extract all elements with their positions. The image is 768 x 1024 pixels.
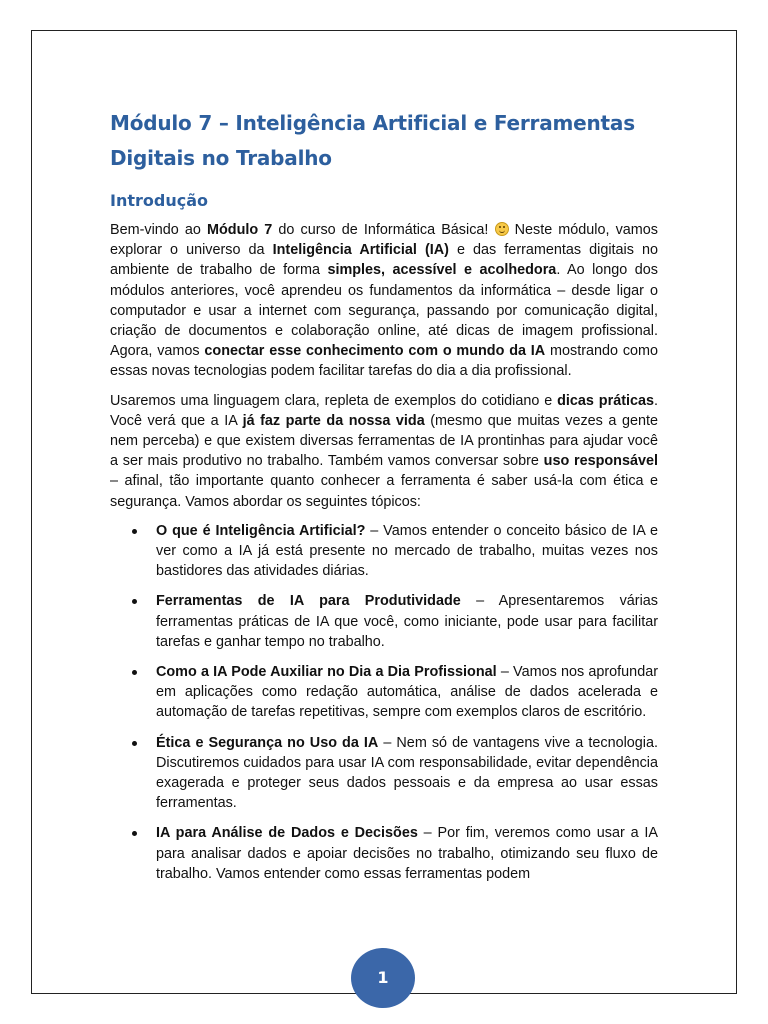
- text-run: e das ferramentas digitais no ambiente de trabalho de forma: [110, 242, 659, 279]
- topic-list-item: [110, 823, 658, 884]
- topic-list-item: [110, 733, 658, 814]
- topic-heading: Como a IA Pode Auxiliar no Dia a Dia Profissional: [156, 664, 497, 681]
- intro-paragraph-1: [110, 220, 658, 382]
- topic-list-item: [110, 521, 658, 582]
- bold-text: Inteligência Artificial (IA): [272, 242, 449, 259]
- bullet-icon: [132, 741, 137, 746]
- bullet-icon: [132, 831, 137, 836]
- topic-description: – Vamos entender o conceito básico de IA e ver como a IA já está presente no mercado de trabalho, muitas vezes nos bastidores das atividades diárias.: [156, 522, 658, 580]
- text-run: mostrando como essas novas tecnologias podem facilitar tarefas do dia a dia profissional.: [110, 343, 659, 380]
- text-run: – afinal, tão importante quanto conhecer a ferramenta é saber usá-la com ética e segurança. Vamos abordar os seguintes tópicos:: [110, 473, 658, 510]
- topic-description: – Apresentaremos várias ferramentas práticas de IA que você, como iniciante, pode usar para facilitar tarefas e ganhar tempo no trabalho.: [156, 593, 658, 650]
- bold-text: Módulo 7: [207, 222, 273, 238]
- topic-list-item: [110, 662, 658, 723]
- bold-text: dicas práticas: [557, 392, 654, 409]
- bold-text: simples, acessível e acolhedora: [327, 262, 557, 279]
- text-run: do curso de Informática Básica!: [272, 222, 495, 238]
- text-run: . Você verá que a IA: [110, 392, 658, 429]
- section-heading: Introdução: [110, 191, 208, 210]
- topic-heading: Ferramentas de IA para Produtividade: [156, 593, 461, 610]
- topic-heading: Ética e Segurança no Uso da IA: [156, 734, 379, 751]
- text-run: Bem-vindo ao: [110, 222, 208, 238]
- bullet-icon: [132, 670, 137, 675]
- topic-description: – Por fim, veremos como usar a IA para analisar dados e apoiar decisões no trabalho, otimizando seu fluxo de trabalho. Vamos entender como essas ferramentas podem: [156, 825, 658, 882]
- bullet-icon: [132, 529, 137, 534]
- text-run: . Ao longo dos módulos anteriores, você aprendeu os fundamentos da informática – desde ligar o computador e usar a internet com segurança, passando por comunicação digital, criação de documentos e colaboração online, até dicas de imagem profissional. Agora, vamos: [110, 262, 658, 360]
- topic-heading: O que é Inteligência Artificial?: [156, 522, 366, 539]
- text-run: Neste módulo, vamos explorar o universo da: [110, 222, 658, 259]
- document-title: Módulo 7 – Inteligência Artificial e Ferramentas Digitais no Trabalho: [110, 111, 635, 170]
- bullet-icon: [132, 599, 137, 604]
- bold-text: já faz parte da nossa vida: [242, 412, 425, 429]
- document-body: [110, 106, 658, 894]
- topic-list-item: [110, 591, 658, 652]
- topic-description: – Vamos nos aprofundar em aplicações como redação automática, análise de dados acelerada e automação de tarefas repetitivas, sempre com exemplos claros de escritório.: [156, 664, 658, 721]
- smiley-face-emoji: [495, 222, 509, 236]
- bold-text: conectar esse conhecimento com o mundo da IA: [204, 343, 546, 360]
- bold-text: uso responsável: [543, 453, 658, 470]
- intro-paragraph-2: [110, 391, 658, 512]
- topic-heading: IA para Análise de Dados e Decisões: [156, 825, 418, 842]
- page-number-badge: 1: [351, 948, 415, 1008]
- text-run: Usaremos uma linguagem clara, repleta de exemplos do cotidiano e: [110, 392, 558, 409]
- text-run: (mesmo que muitas vezes a gente nem perceba) e que existem diversas ferramentas de IA prontinhas para ajudar você a ser mais produtivo no trabalho. Também vamos conversar sobre: [110, 412, 658, 470]
- topic-description: – Nem só de vantagens vive a tecnologia. Discutiremos cuidados para usar IA com responsabilidade, evitar dependência exagerada e proteger seus dados pessoais e da empresa ao usar essas ferramentas.: [156, 734, 658, 812]
- topics-list: [110, 521, 658, 884]
